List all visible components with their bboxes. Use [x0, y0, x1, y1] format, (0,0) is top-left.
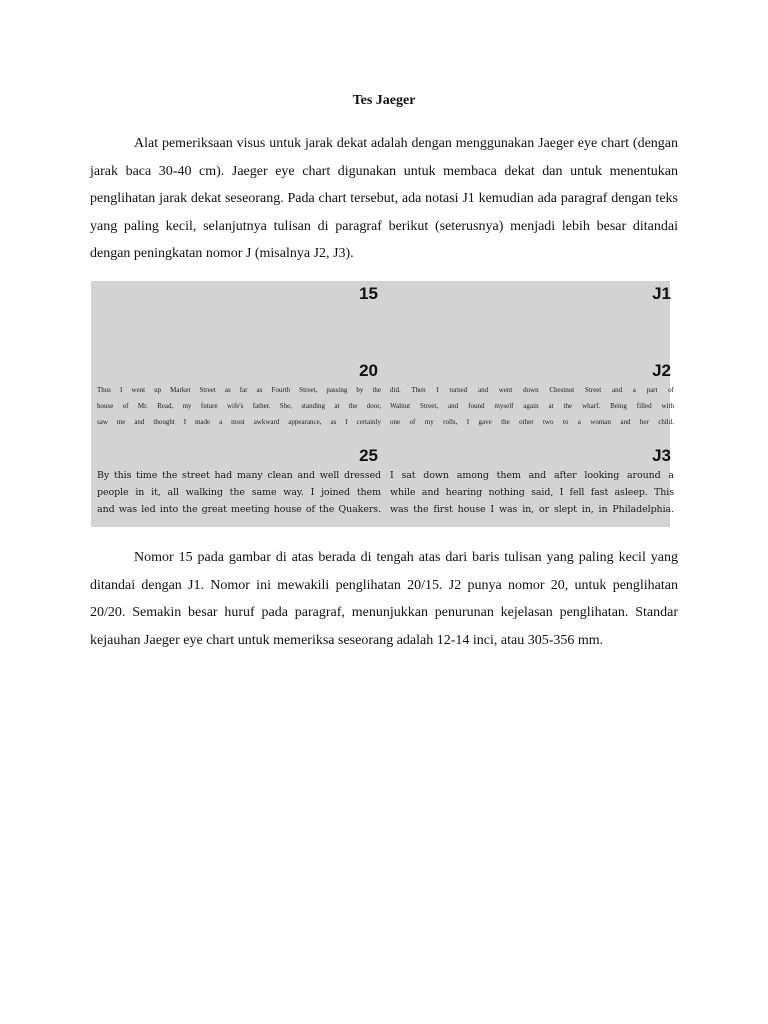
chart-line: I sat down among them and after looking around a: [390, 470, 674, 481]
chart-block-j1: [390, 283, 674, 305]
chart-block-j2: [390, 360, 674, 430]
chart-text-j2: [390, 382, 674, 430]
chart-line: By this time the street had many clean and well dressed: [97, 470, 381, 481]
chart-text-20: [97, 382, 381, 430]
chart-label-j1: J1: [652, 284, 671, 303]
chart-line: Walnut Street, and found myself again at the wharf. Being filled with: [390, 402, 674, 410]
chart-line: saw me and thought I made a most awkward appearance, as I certainly: [97, 418, 381, 426]
chart-line: and was led into the great meeting house of the Quakers.: [97, 504, 381, 515]
chart-line: was the first house I was in, or slept in, in Philadelphia.: [390, 504, 674, 515]
jaeger-eye-chart: [91, 281, 674, 527]
chart-label-25: 25: [359, 446, 378, 465]
chart-label-20: 20: [359, 361, 378, 380]
chart-block-j3: [390, 445, 674, 518]
chart-block-15: [97, 283, 381, 305]
chart-line: people in it, all walking the same way. I joined them: [97, 487, 381, 498]
chart-line: while and hearing nothing said, I fell fast asleep. This: [390, 487, 674, 498]
chart-column-right: [390, 281, 674, 527]
chart-label-j2: J2: [652, 361, 671, 380]
chart-line: Thus I went up Market Street as far as Fourth Street, passing by the: [97, 386, 381, 394]
chart-block-25: [97, 445, 381, 518]
chart-line: house of Mr. Read, my future wife's father. She, standing at the door,: [97, 402, 381, 410]
intro-paragraph: Alat pemeriksaan visus untuk jarak dekat adalah dengan menggunakan Jaeger eye chart (dengan jarak baca 30-40 cm). Jaeger eye chart digunakan untuk membaca dekat dan untuk menentukan penglihatan jarak dekat seseorang. Pada chart tersebut, ada notasi J1 kemudian ada paragraf dengan teks yang paling kecil, selanjutnya tulisan di paragraf berikut (seterusnya) menjadi lebih besar ditandai dengan peningkatan nomor J (misalnya J2, J3).: [90, 136, 678, 262]
document-title: Tes Jaeger: [352, 93, 416, 108]
chart-label-15: 15: [359, 284, 378, 303]
chart-line: did. Then I turned and went down Chestnut Street and a part of: [390, 386, 674, 394]
explanation-paragraph: Nomor 15 pada gambar di atas berada di tengah atas dari baris tulisan yang paling kecil yang ditandai dengan J1. Nomor ini mewakili penglihatan 20/15. J2 punya nomor 20, untuk penglihatan 20/20. Semakin besar huruf pada paragraf, menunjukkan penurunan kejelasan penglihatan. Standar kejauhan Jaeger eye chart untuk memeriksa seseorang adalah 12-14 inci, atau 305-356 mm.: [90, 550, 678, 648]
chart-text-25: [97, 467, 381, 518]
chart-column-left: [97, 281, 381, 527]
chart-text-j3: [390, 467, 674, 518]
chart-line: one of my rolls, I gave the other two to a woman and her child.: [390, 418, 674, 426]
chart-label-j3: J3: [652, 446, 671, 465]
chart-block-20: [97, 360, 381, 430]
